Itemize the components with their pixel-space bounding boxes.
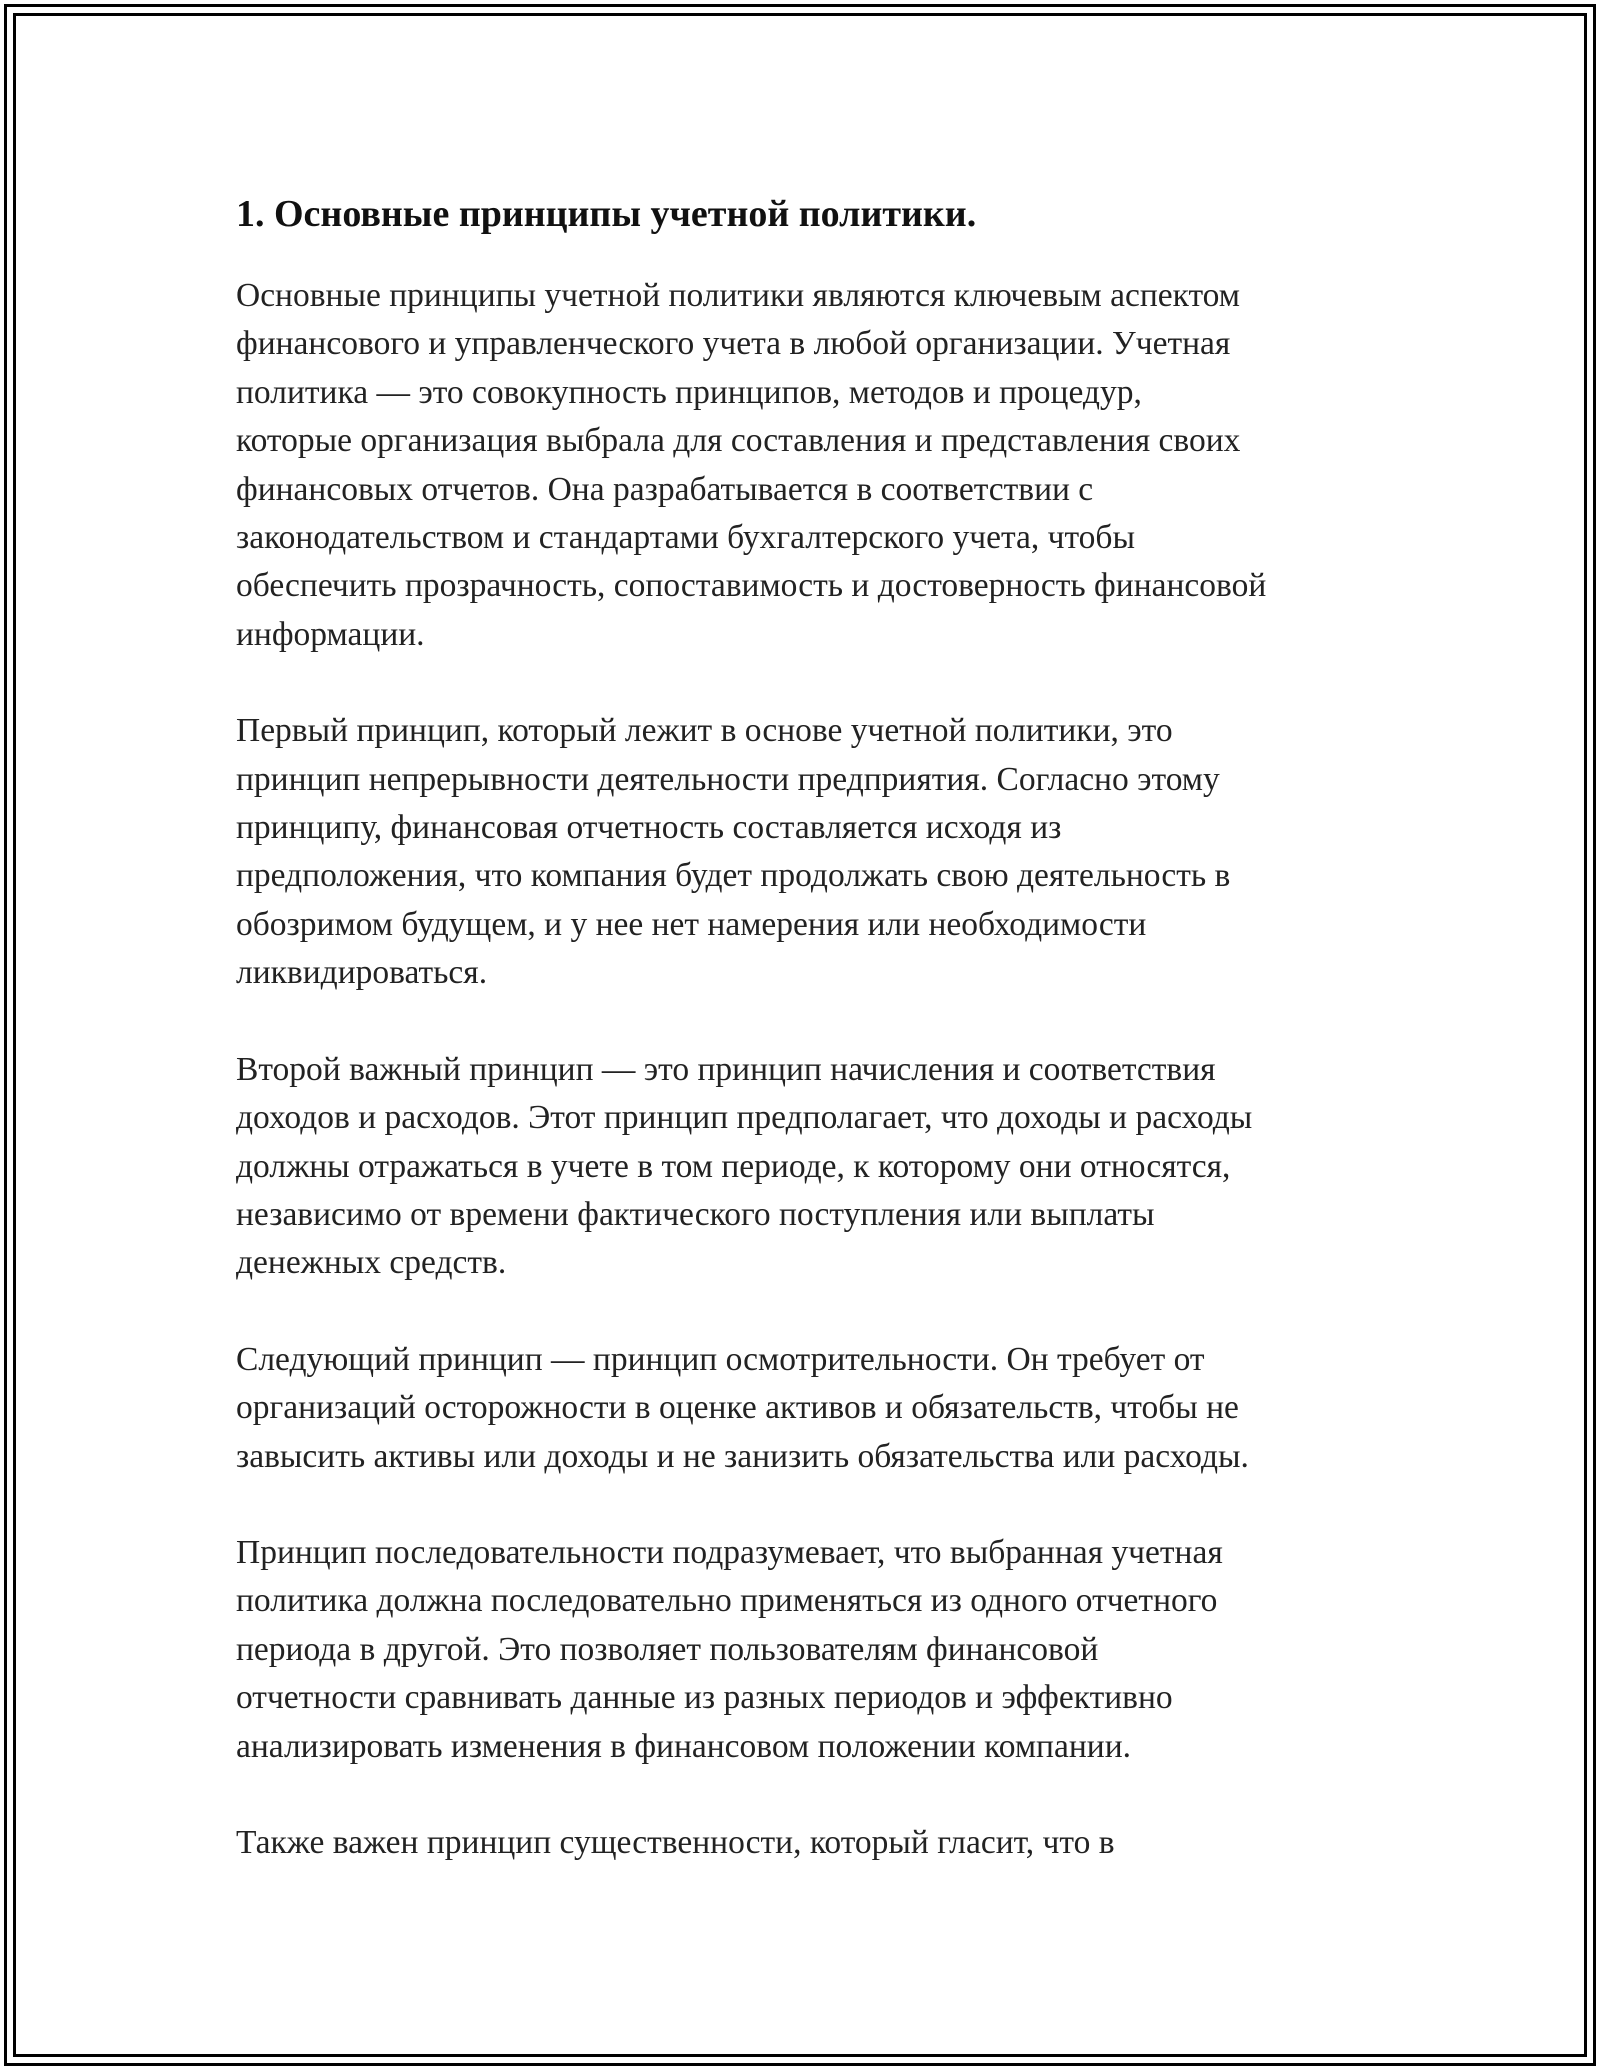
text-line: периода в другой. Это позволяет пользователям финансовой — [236, 1630, 1099, 1668]
text-line: Второй важный принцип — это принцип начисления и соответствия — [236, 1050, 1216, 1088]
paragraph-accrual-principle — [236, 1046, 1396, 1288]
text-line: обеспечить прозрачность, сопоставимость и достоверность финансовой — [236, 567, 1267, 605]
text-line: доходов и расходов. Этот принцип предполагает, что доходы и расходы — [236, 1099, 1253, 1137]
paragraph-prudence-principle — [236, 1336, 1396, 1481]
text-line: информации. — [236, 615, 425, 653]
text-line: ликвидироваться. — [236, 954, 488, 992]
text-line: принцип непрерывности деятельности предприятия. Согласно этому — [236, 760, 1220, 798]
text-line: денежных средств. — [236, 1244, 507, 1282]
text-line: отчетности сравнивать данные из разных периодов и эффективно — [236, 1679, 1173, 1717]
paragraph-intro — [236, 272, 1396, 659]
text-line: финансовых отчетов. Она разрабатывается в соответствии с — [236, 470, 1094, 508]
document-body — [236, 182, 1396, 1915]
paragraph-continuity-principle — [236, 707, 1396, 997]
text-line: обозримом будущем, и у нее нет намерения или необходимости — [236, 905, 1147, 943]
text-line: финансового и управленческого учета в любой организации. Учетная — [236, 325, 1231, 363]
section-heading: 1. Основные принципы учетной политики. — [236, 193, 977, 235]
text-line: Следующий принцип — принцип осмотрительности. Он требует от — [236, 1340, 1205, 1378]
text-line: предположения, что компания будет продолжать свою деятельность в — [236, 857, 1231, 895]
text-line: которые организация выбрала для составления и представления своих — [236, 422, 1241, 460]
text-line: завысить активы или доходы и не занизить обязательства или расходы. — [236, 1437, 1249, 1475]
text-line: политика должна последовательно применяться из одного отчетного — [236, 1582, 1218, 1620]
text-line: Также важен принцип существенности, который гласит, что в — [236, 1823, 1115, 1861]
text-line: Основные принципы учетной политики являются ключевым аспектом — [236, 277, 1240, 314]
text-line: Принцип последовательности подразумевает, что выбранная учетная — [236, 1533, 1223, 1571]
text-line: организаций осторожности в оценке активов и обязательств, чтобы не — [236, 1389, 1239, 1427]
text-line: принципу, финансовая отчетность составляется исходя из — [236, 809, 1062, 847]
text-line: политика — это совокупность принципов, методов и процедур, — [236, 373, 1142, 411]
text-line: независимо от времени фактического поступления или выплаты — [236, 1195, 1155, 1233]
text-line: анализировать изменения в финансовом положении компании. — [236, 1727, 1132, 1765]
paragraph-consistency-principle — [236, 1529, 1396, 1771]
text-line: Первый принцип, который лежит в основе учетной политики, это — [236, 712, 1173, 750]
paragraph-materiality-principle — [236, 1819, 1396, 1867]
text-line: должны отражаться в учете в том периоде, к которому они относятся, — [236, 1147, 1231, 1185]
text-line: законодательством и стандартами бухгалтерского учета, чтобы — [236, 519, 1135, 557]
